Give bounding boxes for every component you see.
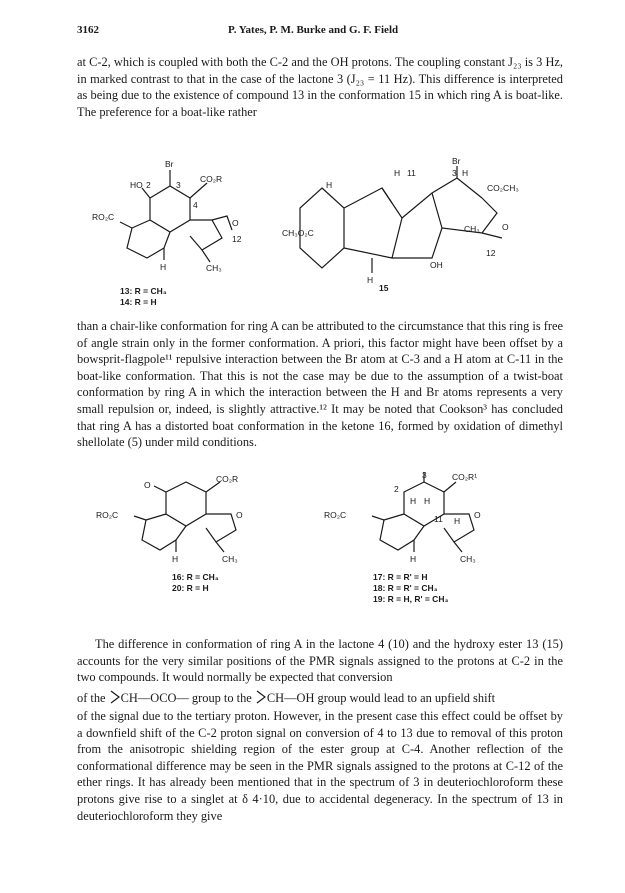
structure-17: [324, 470, 514, 570]
s15-label: 3: [452, 168, 457, 178]
s13-label: O: [232, 218, 239, 228]
s15-label: 11: [407, 168, 416, 178]
p3-text-b: CH—OCO— group to the: [120, 691, 252, 705]
s13-label: CO₂R: [200, 174, 223, 184]
s15-label: H: [367, 275, 374, 285]
s16-label: RO₂C: [96, 510, 119, 520]
s15-label: CO₂CH₃: [487, 183, 519, 193]
s15-label: Br: [452, 158, 461, 166]
s17-label: O: [474, 510, 481, 520]
s16-label: CO₂R: [216, 474, 239, 484]
paragraph-2: than a chair-like conformation for ring A can be attributed to the circumstance that this ring is free of angle strain only in the former conformation. A priori, this factor might have been offset by a bowsprit-flagpole¹¹ repulsive interaction between the Br atom at C-3 and a H atom at C-11 in the boat-like conformation. That this is not the case may be due to the assumption of a twist-boat conformation by ring A in which the interaction between the H and Br atoms represents a very small repulsion or, indeed, is slightly attractive.¹² It may be noted that Cookson³ has concluded that ring A has a distorted boat conformation in the ketone 16, formed by oxidation of dimethyl shellolate (5) under mild conditions.: [77, 319, 563, 450]
structure-15: [282, 158, 544, 288]
s17-label: CO₂R¹: [452, 472, 478, 482]
s15-label: OH: [430, 260, 443, 270]
s15-label: CH₃O₂C: [282, 228, 314, 238]
structure-16-drawing: [96, 470, 271, 570]
caption-16: 16: R = CH₃ 20: R = H: [172, 572, 219, 593]
structure-13-drawing: [92, 158, 262, 283]
page-number: 3162: [77, 24, 99, 36]
s17-label: 3: [422, 470, 427, 480]
s15-label: H: [326, 180, 333, 190]
s13-label: HO: [130, 180, 143, 190]
caption-13: 13: R = CH₃ 14: R = H: [120, 286, 167, 307]
structure-17-drawing: [324, 470, 514, 570]
s13-label: H: [160, 262, 167, 272]
bond-glyph-icon: [109, 690, 121, 704]
paragraph-3-rest: of the signal due to the tertiary proton. However, in the present case this effect could be offset by a downfield shift of the C-2 proton signal on conversion of 4 to 13 due to removal of this proton from the anisotropic shielding region of the ester group at C-4. Another reflection of the conformational difference may be seen in the PMR signals assigned to the protons at C-12 of the ether rings. It has already been mentioned that in the spectrum of 3 in deuteriochloroform these protons give rise to a singlet at δ 4·10, due to accidental degeneracy. In the spectrum of 13 in deuteriochloroform they give: [77, 709, 563, 823]
s17-label: 2: [394, 484, 399, 494]
caption-15: 15: [379, 283, 389, 293]
s17-label: CH₃: [460, 554, 476, 564]
s16-label: O: [236, 510, 243, 520]
structure-16: [96, 470, 271, 570]
s13-label: 12: [232, 234, 242, 244]
bond-glyph-icon: [255, 690, 267, 704]
s13-label: CH₃: [206, 263, 222, 273]
paragraph-3-line-2: [77, 690, 563, 707]
s15-label: H: [394, 168, 401, 178]
s17-label: H: [410, 554, 417, 564]
p3-text-a: of the: [77, 691, 106, 705]
s17-label: H: [454, 516, 461, 526]
s15-label: O: [502, 222, 509, 232]
s15-label: CH₃: [464, 224, 480, 234]
s15-label: H: [462, 168, 469, 178]
caption-17: 17: R = R' = H 18: R = R' = CH₃ 19: R = H, R' = CH₃: [373, 572, 449, 604]
s13-label: 2: [146, 180, 151, 190]
s16-label: H: [172, 554, 179, 564]
s16-label: CH₃: [222, 554, 238, 564]
s13-label: 3: [176, 180, 181, 190]
s13-label: Br: [165, 159, 174, 169]
s17-label: 11: [434, 514, 443, 524]
structure-13: [92, 158, 262, 283]
structure-15-drawing: [282, 158, 544, 288]
s17-label: RO₂C: [324, 510, 347, 520]
s17-label: H: [410, 496, 417, 506]
paragraph-1: at C-2, which is coupled with both the C-2 and the OH protons. The coupling constant J₂₃ is 3 Hz, in marked contrast to that in the case of the lactone 3 (J₂₃ = 11 Hz). This difference is interpreted as being due to the existence of compound 13 in the conformation 15 in which ring A is boat-like. The preference for a boat-like rather: [77, 55, 563, 119]
s13-label: 4: [193, 200, 198, 210]
p3-text-c: CH—OH group would lead to an upfield shift: [266, 691, 496, 705]
s17-label: H: [424, 496, 431, 506]
s15-label: 12: [486, 248, 496, 258]
running-title: P. Yates, P. M. Burke and G. F. Field: [228, 24, 399, 36]
paragraph-3-line-1: The difference in conformation of ring A in the lactone 4 (10) and the hydroxy ester 13 (15) accounts for the very similar positions of the PMR signals assigned to the protons at C-2 in the two compounds. It would normally be expected that conversion: [77, 637, 563, 685]
s16-label: O: [144, 480, 151, 490]
s13-label: RO₂C: [92, 212, 115, 222]
